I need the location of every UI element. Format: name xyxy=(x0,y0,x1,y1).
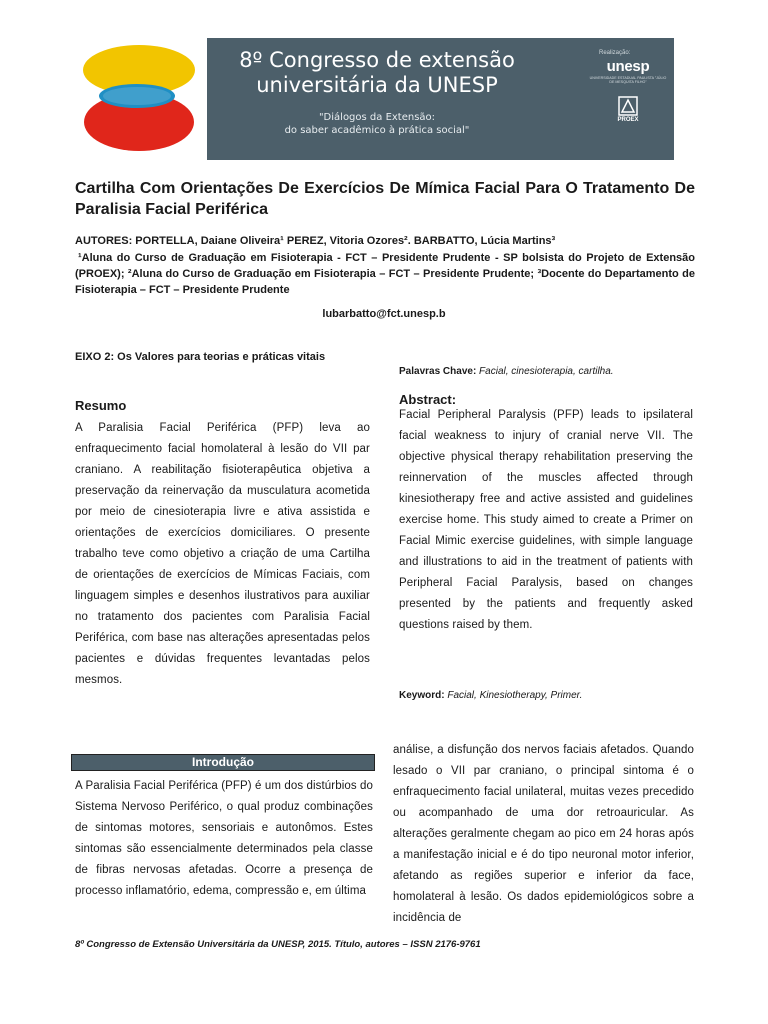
congress-logo xyxy=(77,38,207,160)
banner-subtitle xyxy=(227,111,527,137)
proex-logo: PROEX xyxy=(617,116,639,123)
realizacao-label: Realização: xyxy=(599,50,631,56)
abstract-text: Facial Peripheral Paralysis (PFP) leads to ipsilateral facial weakness to injury of cranial nerve VII. The objective physical therapy rehabilitation preserving the reinnervation of the muscles affected through kinesiotherapy free and active assisted and guidelines exercise home. This study aimed to create a Primer on Facial Mimic exercise guidelines, with simple language and illustrations to aid in the treatment of patients with Peripheral Facial Paralysis, based on changes presented by the patients and frequently asked questions raised by them. xyxy=(399,409,693,631)
banner-title-line2: universitária da UNESP xyxy=(256,73,498,97)
contact-email[interactable]: lubarbatto@fct.unesp.b xyxy=(322,308,446,320)
paper-title: Cartilha Com Orientações De Exercícios De Mímica Facial Para O Tratamento De Paralisia Facial Periférica xyxy=(75,180,695,218)
palavras-chave-value: Facial, cinesioterapia, cartilha. xyxy=(476,366,614,377)
unesp-subtitle: UNIVERSIDADE ESTADUAL PAULISTA "JÚLIO DE MESQUITA FILHO" xyxy=(589,76,667,85)
keyword-label: Keyword: xyxy=(399,690,445,701)
introducao-heading-bar xyxy=(71,754,375,771)
resumo-text: A Paralisia Facial Periférica (PFP) leva ao enfraquecimento facial homolateral à lesão do VII par craniano. A reabilitação fisioterapêutica objetiva a preservação da reinervação da musculatura acometida por meio de cinesioterapia livre e ativa assistida e orientações de exercícios domiciliares. O presente trabalho teve como objetivo a criação de uma Cartilha de orientações de exercícios de Mímicas Faciais, com linguagem simples e desenhos ilustrativos para auxiliar no tratamento dos pacientes com Paralisia Facial Periférica, com base nas alterações apresentadas pelos pacientes e dúvidas frequentes levantadas pelos mesmos. xyxy=(75,422,370,686)
authors: AUTORES: PORTELLA, Daiane Oliveira¹ PEREZ, Vitoria Ozores². BARBATTO, Lúcia Martins³ xyxy=(75,235,556,247)
affiliations: ¹Aluna do Curso de Graduação em Fisioterapia - FCT – Presidente Prudente - SP bolsista do Projeto de Extensão (PROEX); ²Aluna do Curso de Graduação em Fisioterapia – FCT – Presidente Prudente; ³Docente do Departamento de Fisioterapia – FCT – Presidente Prudente xyxy=(75,252,695,296)
banner-subtitle-line2: do saber acadêmico à prática social" xyxy=(284,125,470,136)
logo-8-icon xyxy=(77,38,207,160)
sponsor-logos xyxy=(587,50,669,150)
unesp-logo: unesp xyxy=(606,58,650,75)
introducao-heading: Introdução xyxy=(192,755,254,769)
banner-title-line1: 8º Congresso de extensão xyxy=(239,48,515,72)
keyword-value: Facial, Kinesiotherapy, Primer. xyxy=(444,690,583,701)
page-footer: 8º Congresso de Extensão Universitária da UNESP, 2015. Título, autores – ISSN 2176-9761 xyxy=(75,939,481,950)
eixo-label: EIXO 2: Os Valores para teorias e práticas vitais xyxy=(75,351,326,363)
banner-title xyxy=(227,48,527,98)
introducao-text-left: A Paralisia Facial Periférica (PFP) é um dos distúrbios do Sistema Nervoso Periférico, o qual produz combinações de sintomas motores, sensoriais e autonômos. Estes sintomas são essencialmente determinados pela classe de fibras nervosas afetadas. Ocorre a presença de processo inflamatório, edema, compressão e, em última xyxy=(75,780,373,897)
palavras-chave-label: Palavras Chave: xyxy=(399,366,477,377)
palavras-chave xyxy=(399,364,699,379)
congress-banner xyxy=(77,38,674,160)
abstract-heading: Abstract: xyxy=(399,392,457,407)
introducao-text-right: análise, a disfunção dos nervos faciais afetados. Quando lesado o VII par craniano, o principal sintoma é o enfraquecimento facial unilateral, muitas vezes precedido ou acompanhado de uma dor retroauricular. As alterações geralmente chegam ao pico em 24 horas após a manifestação inicial e é do tipo neuronal motor inferior, afetando as regiões superior e inferior da face, homolateral à lesão. Os dados epidemiológicos sobre a incidência de xyxy=(393,744,694,924)
resumo-heading: Resumo xyxy=(75,398,127,413)
proex-icon xyxy=(617,95,639,117)
banner-subtitle-line1: "Diálogos da Extensão: xyxy=(318,112,436,123)
keywords-en xyxy=(399,688,699,703)
